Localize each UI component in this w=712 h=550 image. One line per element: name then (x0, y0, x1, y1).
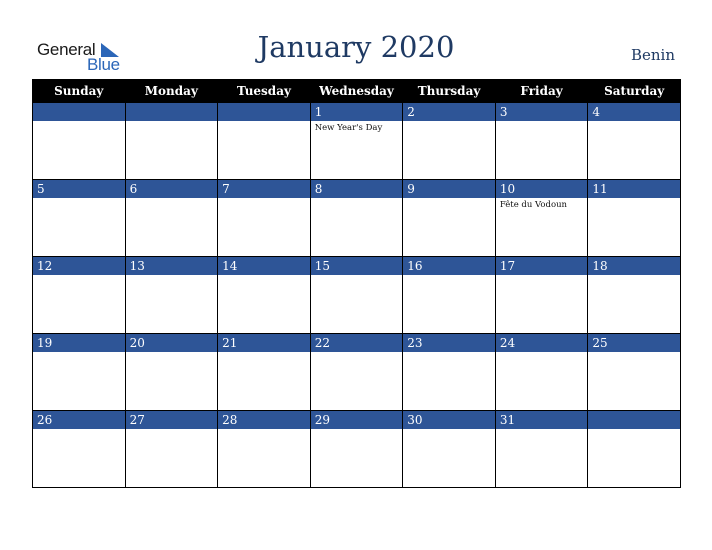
calendar-day-cell (495, 103, 588, 180)
weekday-header: Friday (495, 79, 588, 103)
weekday-header: Tuesday (218, 79, 311, 103)
day-number: 1 (311, 103, 403, 121)
calendar-body (33, 103, 681, 488)
calendar-day-cell (33, 411, 126, 488)
calendar-day-cell (33, 257, 126, 334)
calendar-week-row (33, 103, 681, 180)
calendar-day-cell (125, 180, 218, 257)
day-number: 3 (496, 103, 588, 121)
day-number: 27 (126, 411, 218, 429)
calendar-week-row (33, 257, 681, 334)
day-number: 11 (588, 180, 680, 198)
day-number: 14 (218, 257, 310, 275)
calendar-day-cell (588, 257, 681, 334)
calendar-day-cell (403, 334, 496, 411)
calendar-day-cell (125, 103, 218, 180)
calendar-day-cell (218, 411, 311, 488)
calendar-week-row (33, 180, 681, 257)
weekday-header: Sunday (33, 79, 126, 103)
day-number: 4 (588, 103, 680, 121)
calendar-day-cell (310, 103, 403, 180)
calendar-day-cell (310, 257, 403, 334)
day-number: 21 (218, 334, 310, 352)
day-number: 6 (126, 180, 218, 198)
day-number: 16 (403, 257, 495, 275)
day-number (33, 103, 125, 121)
day-number: 22 (311, 334, 403, 352)
day-number: 15 (311, 257, 403, 275)
weekday-header: Saturday (588, 79, 681, 103)
weekday-header: Monday (125, 79, 218, 103)
day-number (126, 103, 218, 121)
day-number: 24 (496, 334, 588, 352)
day-number: 31 (496, 411, 588, 429)
calendar-day-cell (588, 334, 681, 411)
holiday-label: Fête du Vodoun (499, 200, 568, 210)
day-number: 2 (403, 103, 495, 121)
calendar-day-cell (125, 257, 218, 334)
calendar-day-cell (218, 103, 311, 180)
calendar-day-cell (310, 180, 403, 257)
day-number: 12 (33, 257, 125, 275)
day-number (218, 103, 310, 121)
calendar-day-cell (218, 334, 311, 411)
calendar-day-cell (33, 103, 126, 180)
calendar-day-cell (403, 257, 496, 334)
calendar-day-cell (33, 180, 126, 257)
logo-text-blue: Blue (87, 55, 120, 74)
day-number: 10 (496, 180, 588, 198)
logo-text-general: General (37, 40, 96, 59)
calendar-day-cell (125, 411, 218, 488)
day-number: 17 (496, 257, 588, 275)
calendar-day-cell (33, 334, 126, 411)
day-number: 20 (126, 334, 218, 352)
calendar-day-cell (495, 411, 588, 488)
day-number (588, 411, 680, 429)
calendar-week-row (33, 334, 681, 411)
day-number: 18 (588, 257, 680, 275)
calendar-day-cell (125, 334, 218, 411)
calendar-day-cell (588, 411, 681, 488)
calendar-day-cell (495, 334, 588, 411)
calendar-day-cell (310, 411, 403, 488)
calendar-grid (32, 79, 681, 488)
day-number: 30 (403, 411, 495, 429)
day-number: 25 (588, 334, 680, 352)
day-number: 5 (33, 180, 125, 198)
calendar-day-cell (403, 180, 496, 257)
day-number: 8 (311, 180, 403, 198)
calendar-day-cell (495, 180, 588, 257)
day-number: 28 (218, 411, 310, 429)
calendar-week-row (33, 411, 681, 488)
day-number: 19 (33, 334, 125, 352)
day-number: 23 (403, 334, 495, 352)
weekday-header-row (33, 79, 681, 103)
day-number: 26 (33, 411, 125, 429)
weekday-header: Thursday (403, 79, 496, 103)
calendar-day-cell (218, 257, 311, 334)
calendar-day-cell (588, 180, 681, 257)
holiday-label: New Year's Day (314, 123, 383, 133)
calendar-day-cell (310, 334, 403, 411)
calendar-day-cell (403, 411, 496, 488)
day-number: 13 (126, 257, 218, 275)
day-number: 7 (218, 180, 310, 198)
weekday-header: Wednesday (310, 79, 403, 103)
calendar-day-cell (495, 257, 588, 334)
day-number: 29 (311, 411, 403, 429)
calendar-day-cell (403, 103, 496, 180)
calendar-title: January 2020 (257, 30, 455, 64)
calendar-day-cell (218, 180, 311, 257)
calendar-day-cell (588, 103, 681, 180)
day-number: 9 (403, 180, 495, 198)
country-name: Benin (630, 46, 675, 64)
